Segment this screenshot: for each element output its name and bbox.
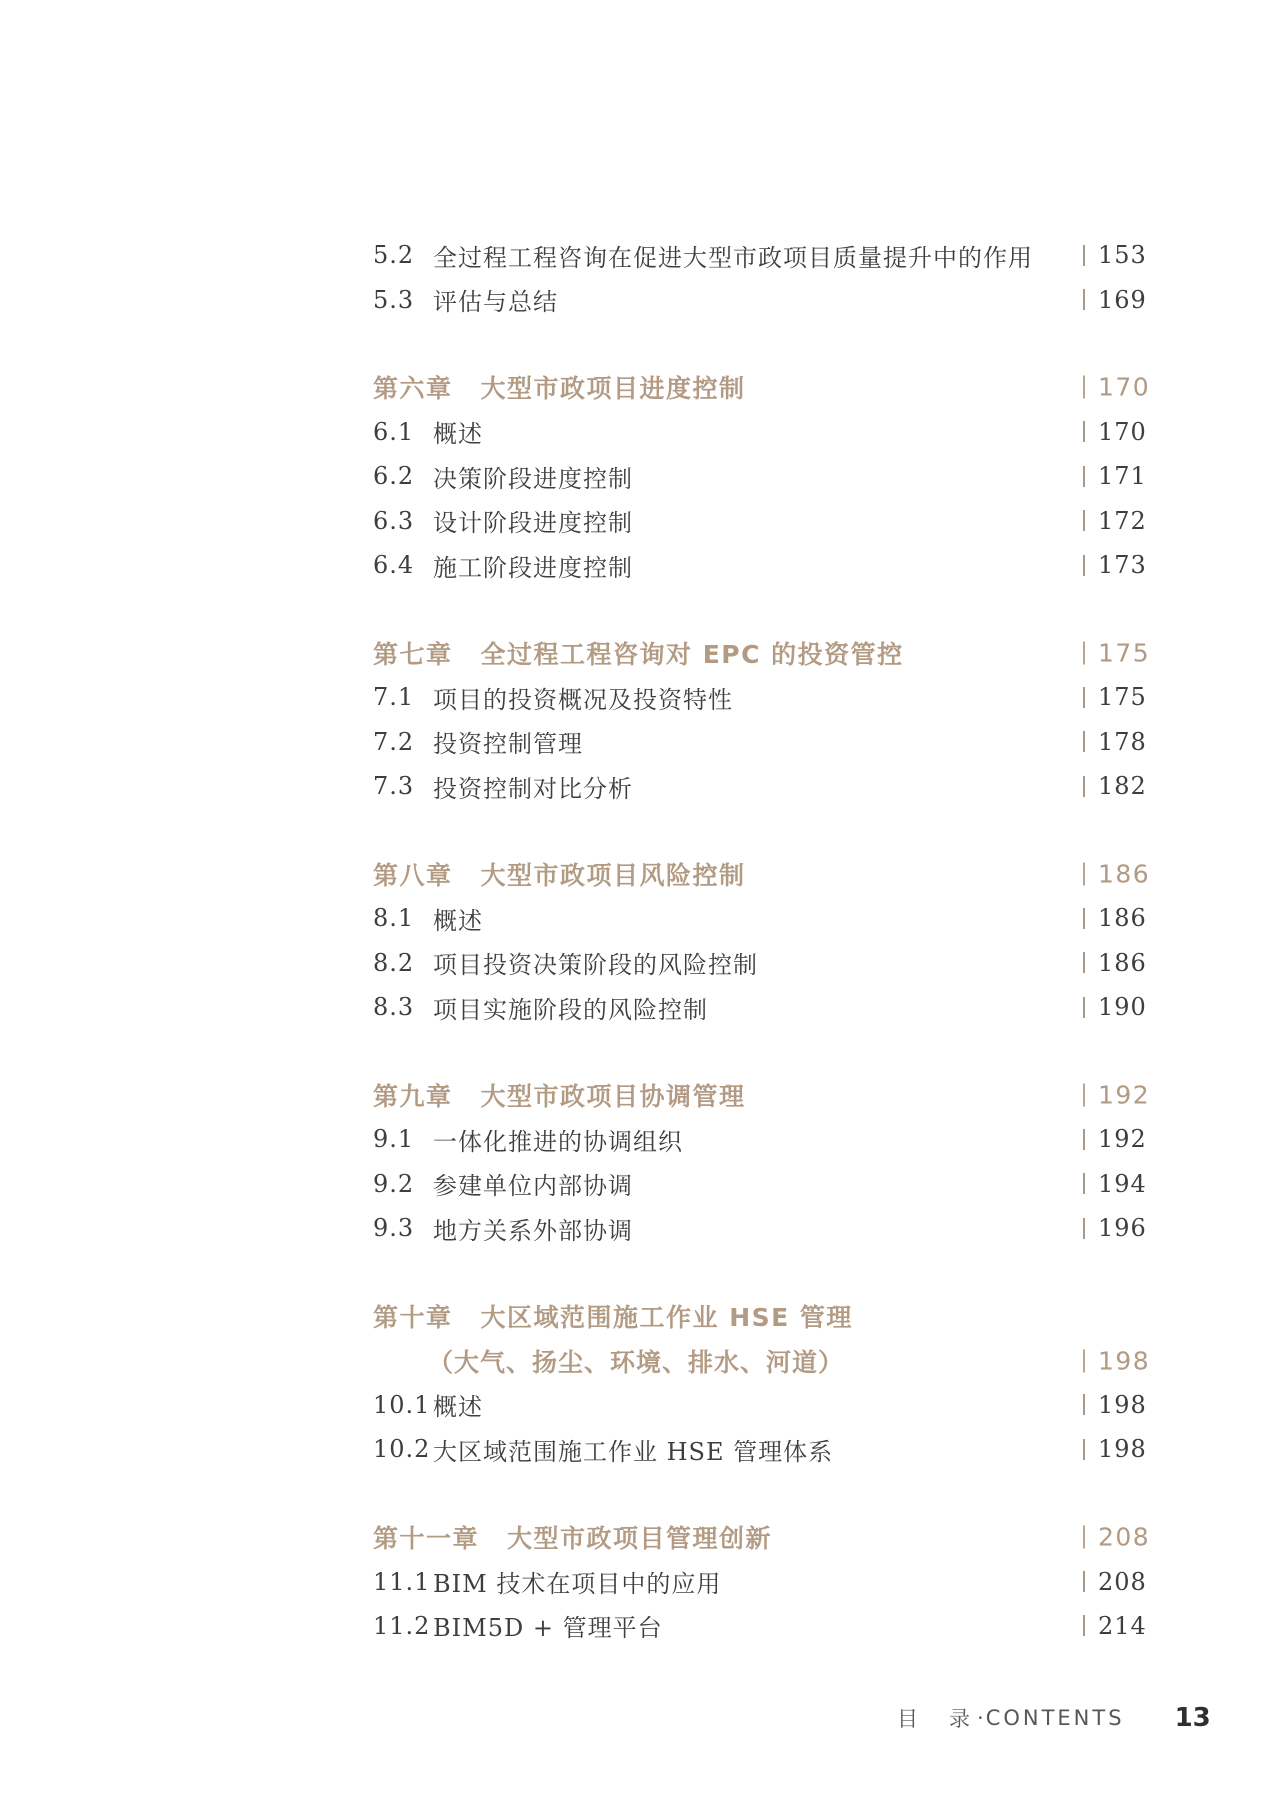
section-page-cell [1083,993,1147,1021]
section-page-cell [1083,1214,1147,1242]
chapter-title: 大区域范围施工作业 HSE 管理 [480,1303,853,1333]
chapter-title: 大型市政项目管理创新 [507,1524,773,1554]
page-number-bar-icon [1083,1394,1085,1415]
page-number: 194 [1098,1169,1147,1198]
toc-entry-row [0,941,1280,985]
toc-entry-row [0,1427,1280,1471]
page-number: 178 [1098,727,1147,756]
section-page-cell [1083,1391,1147,1419]
section-page-cell [1083,286,1147,314]
section-page-cell [1083,772,1147,800]
chapter-subtitle: （大气、扬尘、环境、排水、河道） [428,1347,845,1377]
chapter-heading-row [0,1073,1280,1117]
section-number: 6.3 [373,506,415,535]
page-number: 186 [1098,904,1147,933]
section-page-cell [1083,683,1147,711]
section-number: 6.4 [373,551,415,580]
section-number: 11.2 [373,1611,431,1640]
section-page-cell [1083,507,1147,535]
page-number: 170 [1098,417,1147,446]
section-number: 8.3 [373,993,415,1022]
section-title: 概述 [433,420,483,449]
page-number: 208 [1098,1522,1151,1552]
toc-entry-row [0,543,1280,587]
page-number: 186 [1098,948,1147,977]
section-title: 概述 [433,1393,483,1422]
section-number: 5.2 [373,241,415,270]
section-number: 9.2 [373,1169,415,1198]
section-title: 评估与总结 [433,288,558,317]
page-number: 172 [1098,506,1147,535]
page-number: 198 [1098,1346,1151,1375]
chapter-page-cell [1083,859,1150,888]
section-title: 一体化推进的协调组织 [433,1127,683,1156]
section-number: 8.1 [373,904,415,933]
chapter-title: 全过程工程咨询对 EPC 的投资管控 [480,639,904,669]
page-number-bar-icon [1083,510,1085,531]
section-number: 9.3 [373,1214,415,1243]
chapter-label: 第九章 [373,1082,453,1112]
toc-entry-row [0,1559,1280,1603]
section-page-cell [1083,551,1147,579]
section-title: BIM 技术在项目中的应用 [433,1570,722,1599]
chapter-heading-row [0,631,1280,675]
page-number: 169 [1098,285,1147,314]
toc-group [0,852,1280,1030]
toc-group [0,1515,1280,1648]
page-number: 198 [1098,1390,1147,1419]
section-page-cell [1083,728,1147,756]
page-number: 182 [1098,772,1147,801]
toc-entry-row [0,1383,1280,1427]
page-number-bar-icon [1083,1084,1085,1107]
section-title: 项目的投资概况及投资特性 [433,685,733,714]
footer-page-number: 13 [1174,1703,1211,1733]
toc-entry-row [0,1117,1280,1161]
page-number: 175 [1098,638,1151,668]
toc-entry-row [0,233,1280,277]
section-page-cell [1083,904,1147,932]
section-page-cell [1083,1170,1147,1198]
section-number: 8.2 [373,948,415,977]
chapter-label: 第七章 [373,639,453,669]
section-title: BIM5D + 管理平台 [433,1614,663,1643]
section-page-cell [1083,1612,1147,1640]
section-number: 10.1 [373,1390,431,1419]
section-page-cell [1083,1125,1147,1153]
page-number-bar-icon [1083,641,1085,664]
chapter-label: 第八章 [373,860,453,890]
page-number: 153 [1098,241,1147,270]
section-title: 施工阶段进度控制 [433,553,633,582]
page-number: 192 [1098,1080,1151,1110]
chapter-page-cell [1083,1523,1150,1552]
section-page-cell [1083,1435,1147,1463]
toc-group [0,1073,1280,1251]
chapter-label: 第十一章 [373,1524,480,1554]
page-number: 173 [1098,551,1147,580]
toc-entry-row [0,985,1280,1029]
toc-entry-row [0,1206,1280,1250]
page-number-bar-icon [1083,245,1085,266]
footer-title-en: CONTENTS [985,1706,1125,1730]
toc-entry-row [0,454,1280,498]
section-page-cell [1083,241,1147,269]
section-title: 设计阶段进度控制 [433,509,633,538]
section-title: 项目实施阶段的风险控制 [433,995,708,1024]
toc-entry-row [0,720,1280,764]
toc-group [0,1294,1280,1472]
section-page-cell [1083,1568,1147,1596]
toc-entry-row [0,764,1280,808]
chapter-label: 第十章 [373,1303,453,1333]
page-number-bar-icon [1083,1173,1085,1194]
section-title: 投资控制管理 [433,730,583,759]
section-title: 投资控制对比分析 [433,774,633,803]
section-title: 全过程工程咨询在促进大型市政项目质量提升中的作用 [433,243,1033,272]
section-number: 11.1 [373,1567,431,1596]
page-footer [897,1700,1211,1736]
page-number-bar-icon [1083,776,1085,797]
page-number-bar-icon [1083,1349,1085,1372]
footer-dot-separator: · [977,1706,984,1730]
section-title: 决策阶段进度控制 [433,464,633,493]
chapter-heading-row [0,365,1280,409]
page-number: 171 [1098,462,1147,491]
footer-title-cn: 目 录 [897,1707,975,1731]
toc-group [0,233,1280,322]
page-number: 214 [1098,1611,1147,1640]
toc-entry-row [0,277,1280,321]
chapter-page-cell [1083,638,1150,667]
section-number: 7.1 [373,683,415,712]
page-number: 170 [1098,372,1151,402]
chapter-heading-row [0,1294,1280,1338]
toc-group [0,365,1280,587]
section-page-cell [1083,462,1147,490]
toc-entry-row [0,675,1280,719]
page-number: 175 [1098,683,1147,712]
section-number: 7.2 [373,727,415,756]
chapter-heading-row [0,1515,1280,1559]
page-number: 198 [1098,1435,1147,1464]
chapter-page-cell [1083,1081,1150,1110]
chapter-title: 大型市政项目进度控制 [480,374,746,404]
toc-entry-row [0,1604,1280,1648]
page-number: 196 [1098,1214,1147,1243]
toc-entry-row [0,1162,1280,1206]
section-number: 6.2 [373,462,415,491]
section-number: 6.1 [373,417,415,446]
page-number: 186 [1098,859,1151,889]
section-title: 项目投资决策阶段的风险控制 [433,951,758,980]
page-number-bar-icon [1083,862,1085,885]
page-number-bar-icon [1083,687,1085,708]
page-number-bar-icon [1083,1439,1085,1460]
section-title: 大区域范围施工作业 HSE 管理体系 [433,1437,834,1466]
page-number-bar-icon [1083,1571,1085,1592]
page-number: 208 [1098,1567,1147,1596]
page-number-bar-icon [1083,421,1085,442]
page-number-bar-icon [1083,376,1085,399]
section-number: 5.3 [373,285,415,314]
chapter-heading-row-line2 [0,1338,1280,1382]
section-title: 地方关系外部协调 [433,1216,633,1245]
page-number-bar-icon [1083,1129,1085,1150]
toc-entry-row [0,498,1280,542]
chapter-title: 大型市政项目协调管理 [480,1082,746,1112]
page-number-bar-icon [1083,908,1085,929]
page-number-bar-icon [1083,997,1085,1018]
toc-entry-row [0,896,1280,940]
page-number-bar-icon [1083,1218,1085,1239]
page-number: 190 [1098,993,1147,1022]
page-number-bar-icon [1083,555,1085,576]
page-number-bar-icon [1083,466,1085,487]
chapter-page-cell [1083,373,1150,402]
page-number-bar-icon [1083,1615,1085,1636]
page-number-bar-icon [1083,1526,1085,1549]
chapter-heading-row [0,852,1280,896]
page-number-bar-icon [1083,731,1085,752]
toc-group [0,631,1280,809]
section-page-cell [1083,418,1147,446]
section-title: 参建单位内部协调 [433,1172,633,1201]
section-number: 9.1 [373,1125,415,1154]
toc-list [0,233,1280,1648]
section-page-cell [1083,949,1147,977]
chapter-label: 第六章 [373,374,453,404]
page-number: 192 [1098,1125,1147,1154]
page-number-bar-icon [1083,952,1085,973]
chapter-page-cell [1083,1346,1150,1375]
chapter-title: 大型市政项目风险控制 [480,860,746,890]
section-number: 7.3 [373,772,415,801]
section-title: 概述 [433,906,483,935]
toc-entry-row [0,410,1280,454]
section-number: 10.2 [373,1435,431,1464]
page-number-bar-icon [1083,289,1085,310]
